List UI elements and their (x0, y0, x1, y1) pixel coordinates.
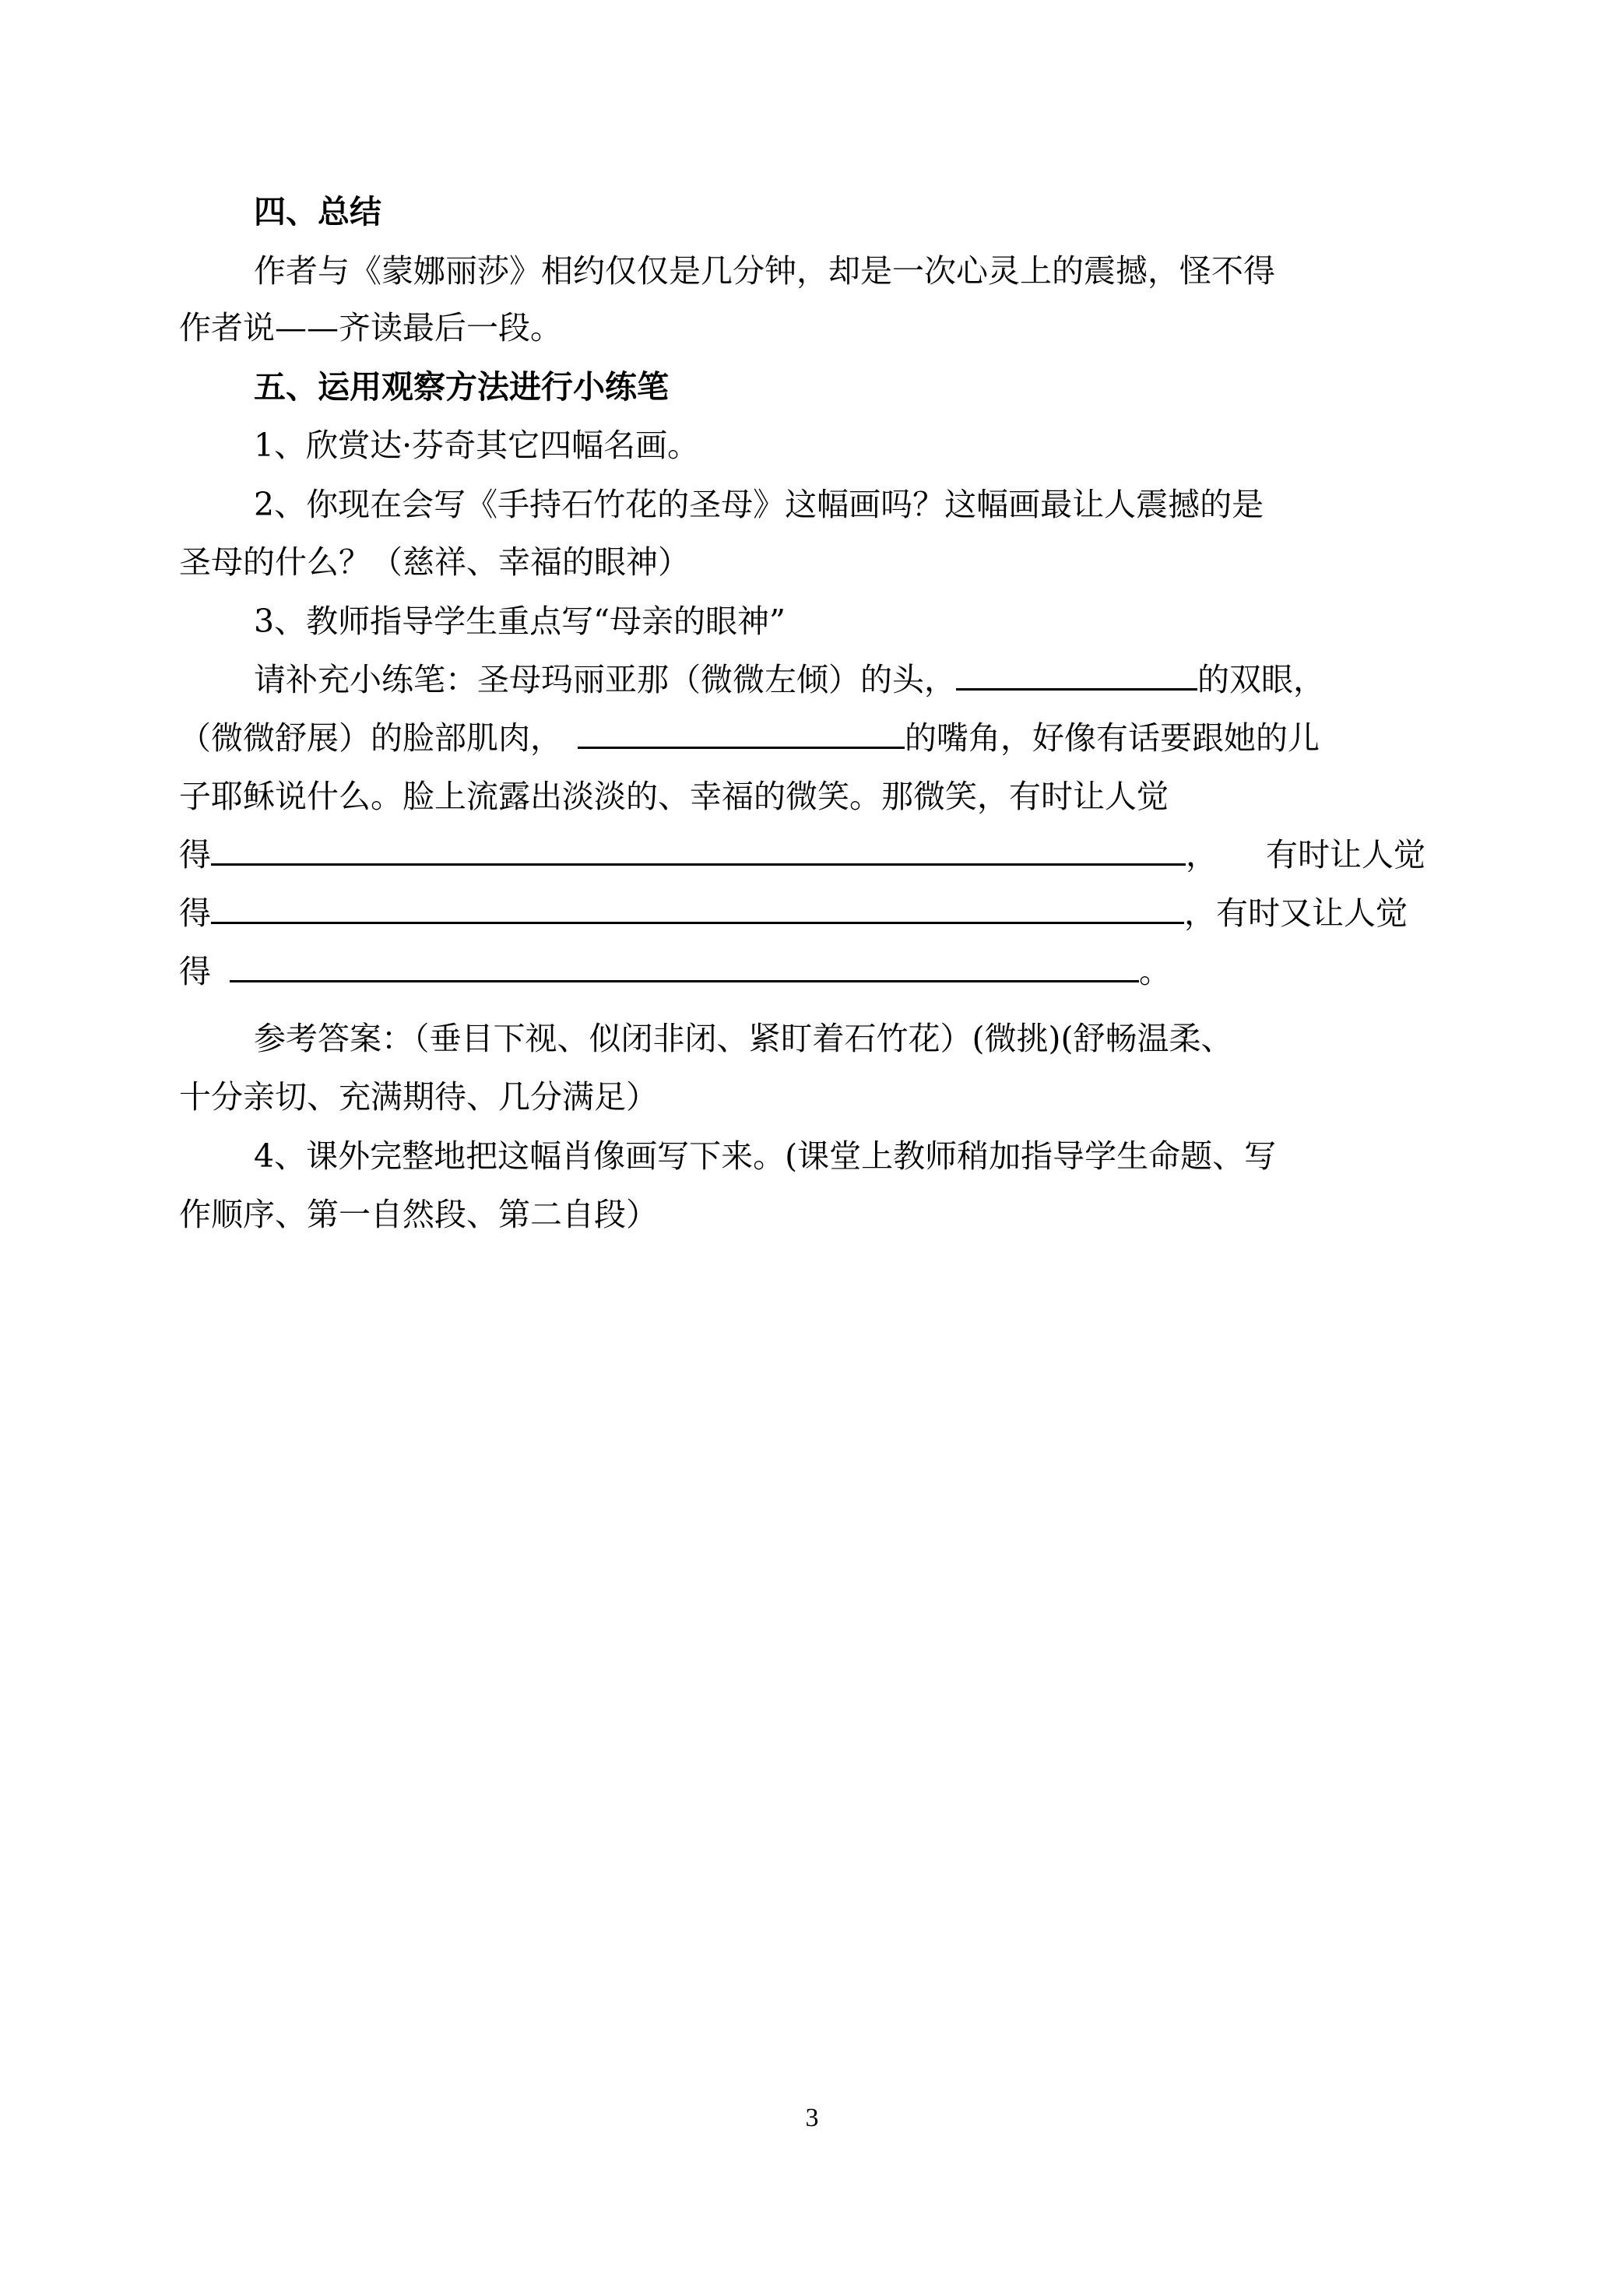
item4-line1: 4、课外完整地把这幅肖像画写下来。(课堂上教师稍加指导学生命题、写 (254, 1137, 1277, 1175)
section4-paragraph-line2: 作者说——齐读最后一段。 (179, 309, 562, 346)
fill-blank-smile-2[interactable] (211, 891, 1184, 924)
exercise-line2 (179, 715, 1448, 761)
answer-line1: 参考答案：（垂目下视、似闭非闭、紧盯着石竹花）(微挑)(舒畅温柔、 (254, 1020, 1233, 1057)
exercise-line3: 子耶稣说什么。脸上流露出淡淡的、幸福的微笑。那微笑，有时让人觉 (179, 778, 1169, 815)
exercise-text: 有时让人觉 (1266, 836, 1425, 873)
item1: 1、欣赏达·芬奇其它四幅名画。 (254, 427, 700, 464)
item2-line2: 圣母的什么？（慈祥、幸福的眼神） (179, 543, 690, 581)
exercise-line6 (179, 948, 1448, 995)
section4-paragraph-line1: 作者与《蒙娜丽莎》相约仅仅是几分钟，却是一次心灵上的震撼，怪不得 (254, 252, 1275, 290)
page-number: 3 (805, 2103, 819, 2132)
exercise-text: 得 (179, 953, 211, 990)
section5-heading: 五、运用观察方法进行小练笔 (254, 368, 669, 406)
item2-line1: 2、你现在会写《手持石竹花的圣母》这幅画吗？这幅画最让人震撼的是 (254, 486, 1264, 523)
fill-blank-smile-3[interactable] (230, 949, 1139, 982)
exercise-text: ， (1186, 836, 1218, 873)
exercise-text: （微微舒展）的脸部肌肉， (179, 719, 562, 757)
exercise-text: 的双眼， (1197, 661, 1325, 698)
item4-line2: 作顺序、第一自然段、第二自段） (179, 1196, 658, 1233)
item3: 3、教师指导学生重点写“母亲的眼神” (254, 603, 786, 640)
exercise-text: 得 (179, 894, 211, 932)
exercise-text: 的嘴角，好像有话要跟她的儿 (905, 719, 1320, 757)
fill-blank-eyes[interactable] (956, 657, 1197, 691)
exercise-text: 得 (179, 836, 211, 873)
exercise-text: ，有时又让人觉 (1184, 894, 1408, 932)
section4-heading: 四、总结 (254, 193, 381, 230)
exercise-text: 。 (1139, 953, 1171, 990)
exercise-line4 (179, 831, 1448, 878)
exercise-text: 请补充小练笔：圣母玛丽亚那（微微左倾）的头， (254, 661, 956, 698)
fill-blank-smile-1[interactable] (211, 832, 1186, 866)
exercise-line1 (254, 656, 1448, 703)
answer-line2: 十分亲切、充满期待、几分满足） (179, 1078, 658, 1116)
fill-blank-mouth[interactable] (578, 715, 905, 749)
exercise-line5 (179, 890, 1448, 937)
